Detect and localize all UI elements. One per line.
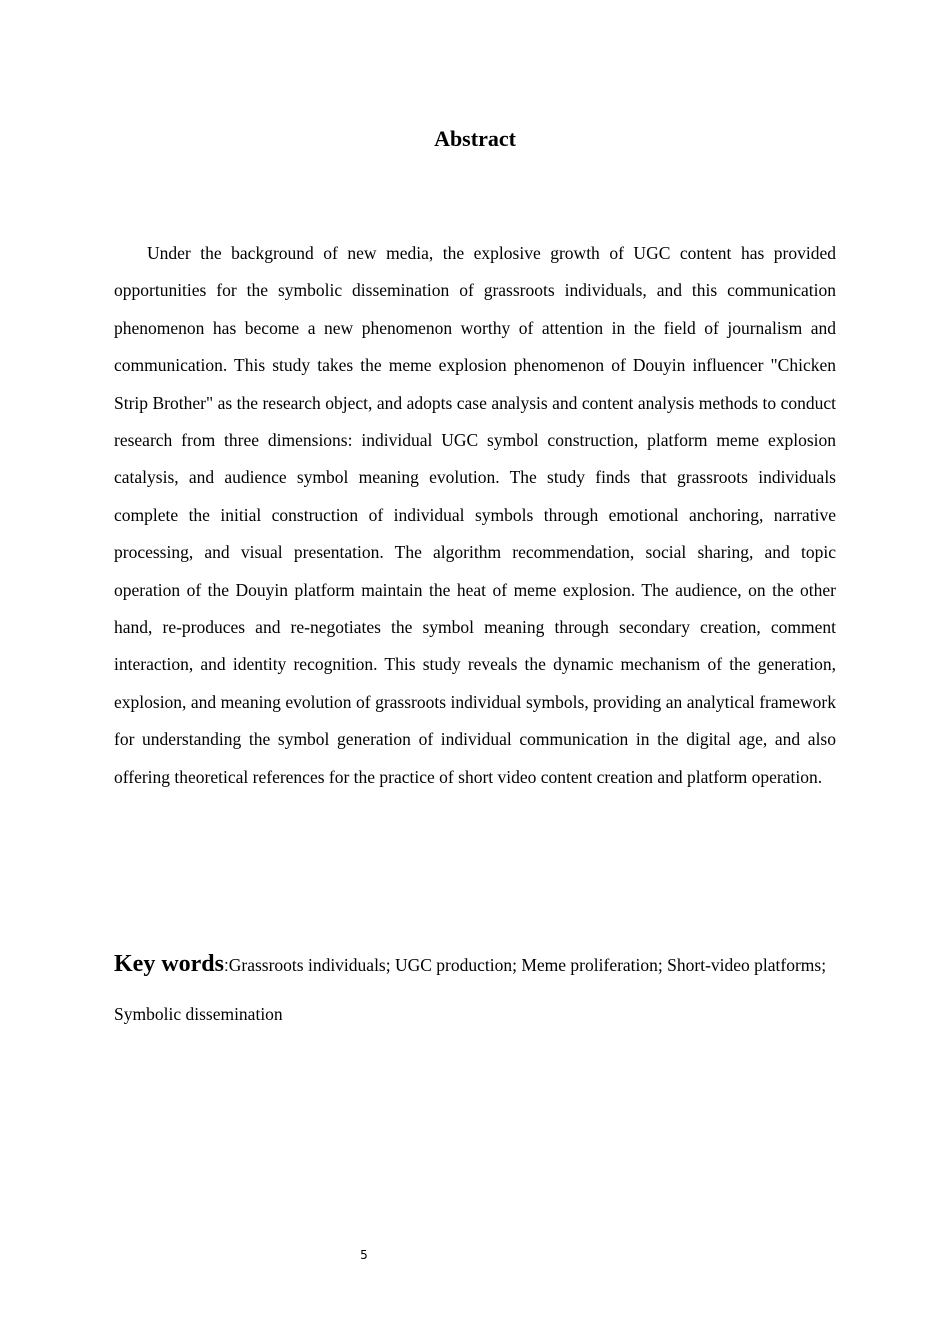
keywords-label: Key words (114, 951, 224, 977)
page-number: 5 (360, 1248, 368, 1262)
abstract-paragraph: Under the background of new media, the explosive growth of UGC content has provided opportunities for the symbolic dissemination of grassroots individuals, and this communication phenomenon has become a new phenomenon worthy of attention in the field of journalism and communication. This study takes the meme explosion phenomenon of Douyin influencer "Chicken Strip Brother" as the research object, and adopts case analysis and content analysis methods to conduct research from three dimensions: individual UGC symbol construction, platform meme explosion catalysis, and audience symbol meaning evolution. The study finds that grassroots individuals complete the initial construction of individual symbols through emotional anchoring, narrative processing, and visual presentation. The algorithm recommendation, social sharing, and topic operation of the Douyin platform maintain the heat of meme explosion. The audience, on the other hand, re-produces and re-negotiates the symbol meaning through secondary creation, comment interaction, and identity recognition. This study reveals the dynamic mechanism of the generation, explosion, and meaning evolution of grassroots individual symbols, providing an analytical framework for understanding the symbol generation of individual communication in the digital age, and also offering theoretical references for the practice of short video content creation and platform operation. (114, 243, 836, 787)
keywords-section (114, 940, 836, 1038)
page-title: Abstract (434, 126, 516, 151)
keywords-list: Grassroots individuals; UGC production; Meme proliferation; Short-video platforms; Symbolic dissemination (114, 955, 827, 1024)
keywords-separator: : (224, 956, 229, 975)
